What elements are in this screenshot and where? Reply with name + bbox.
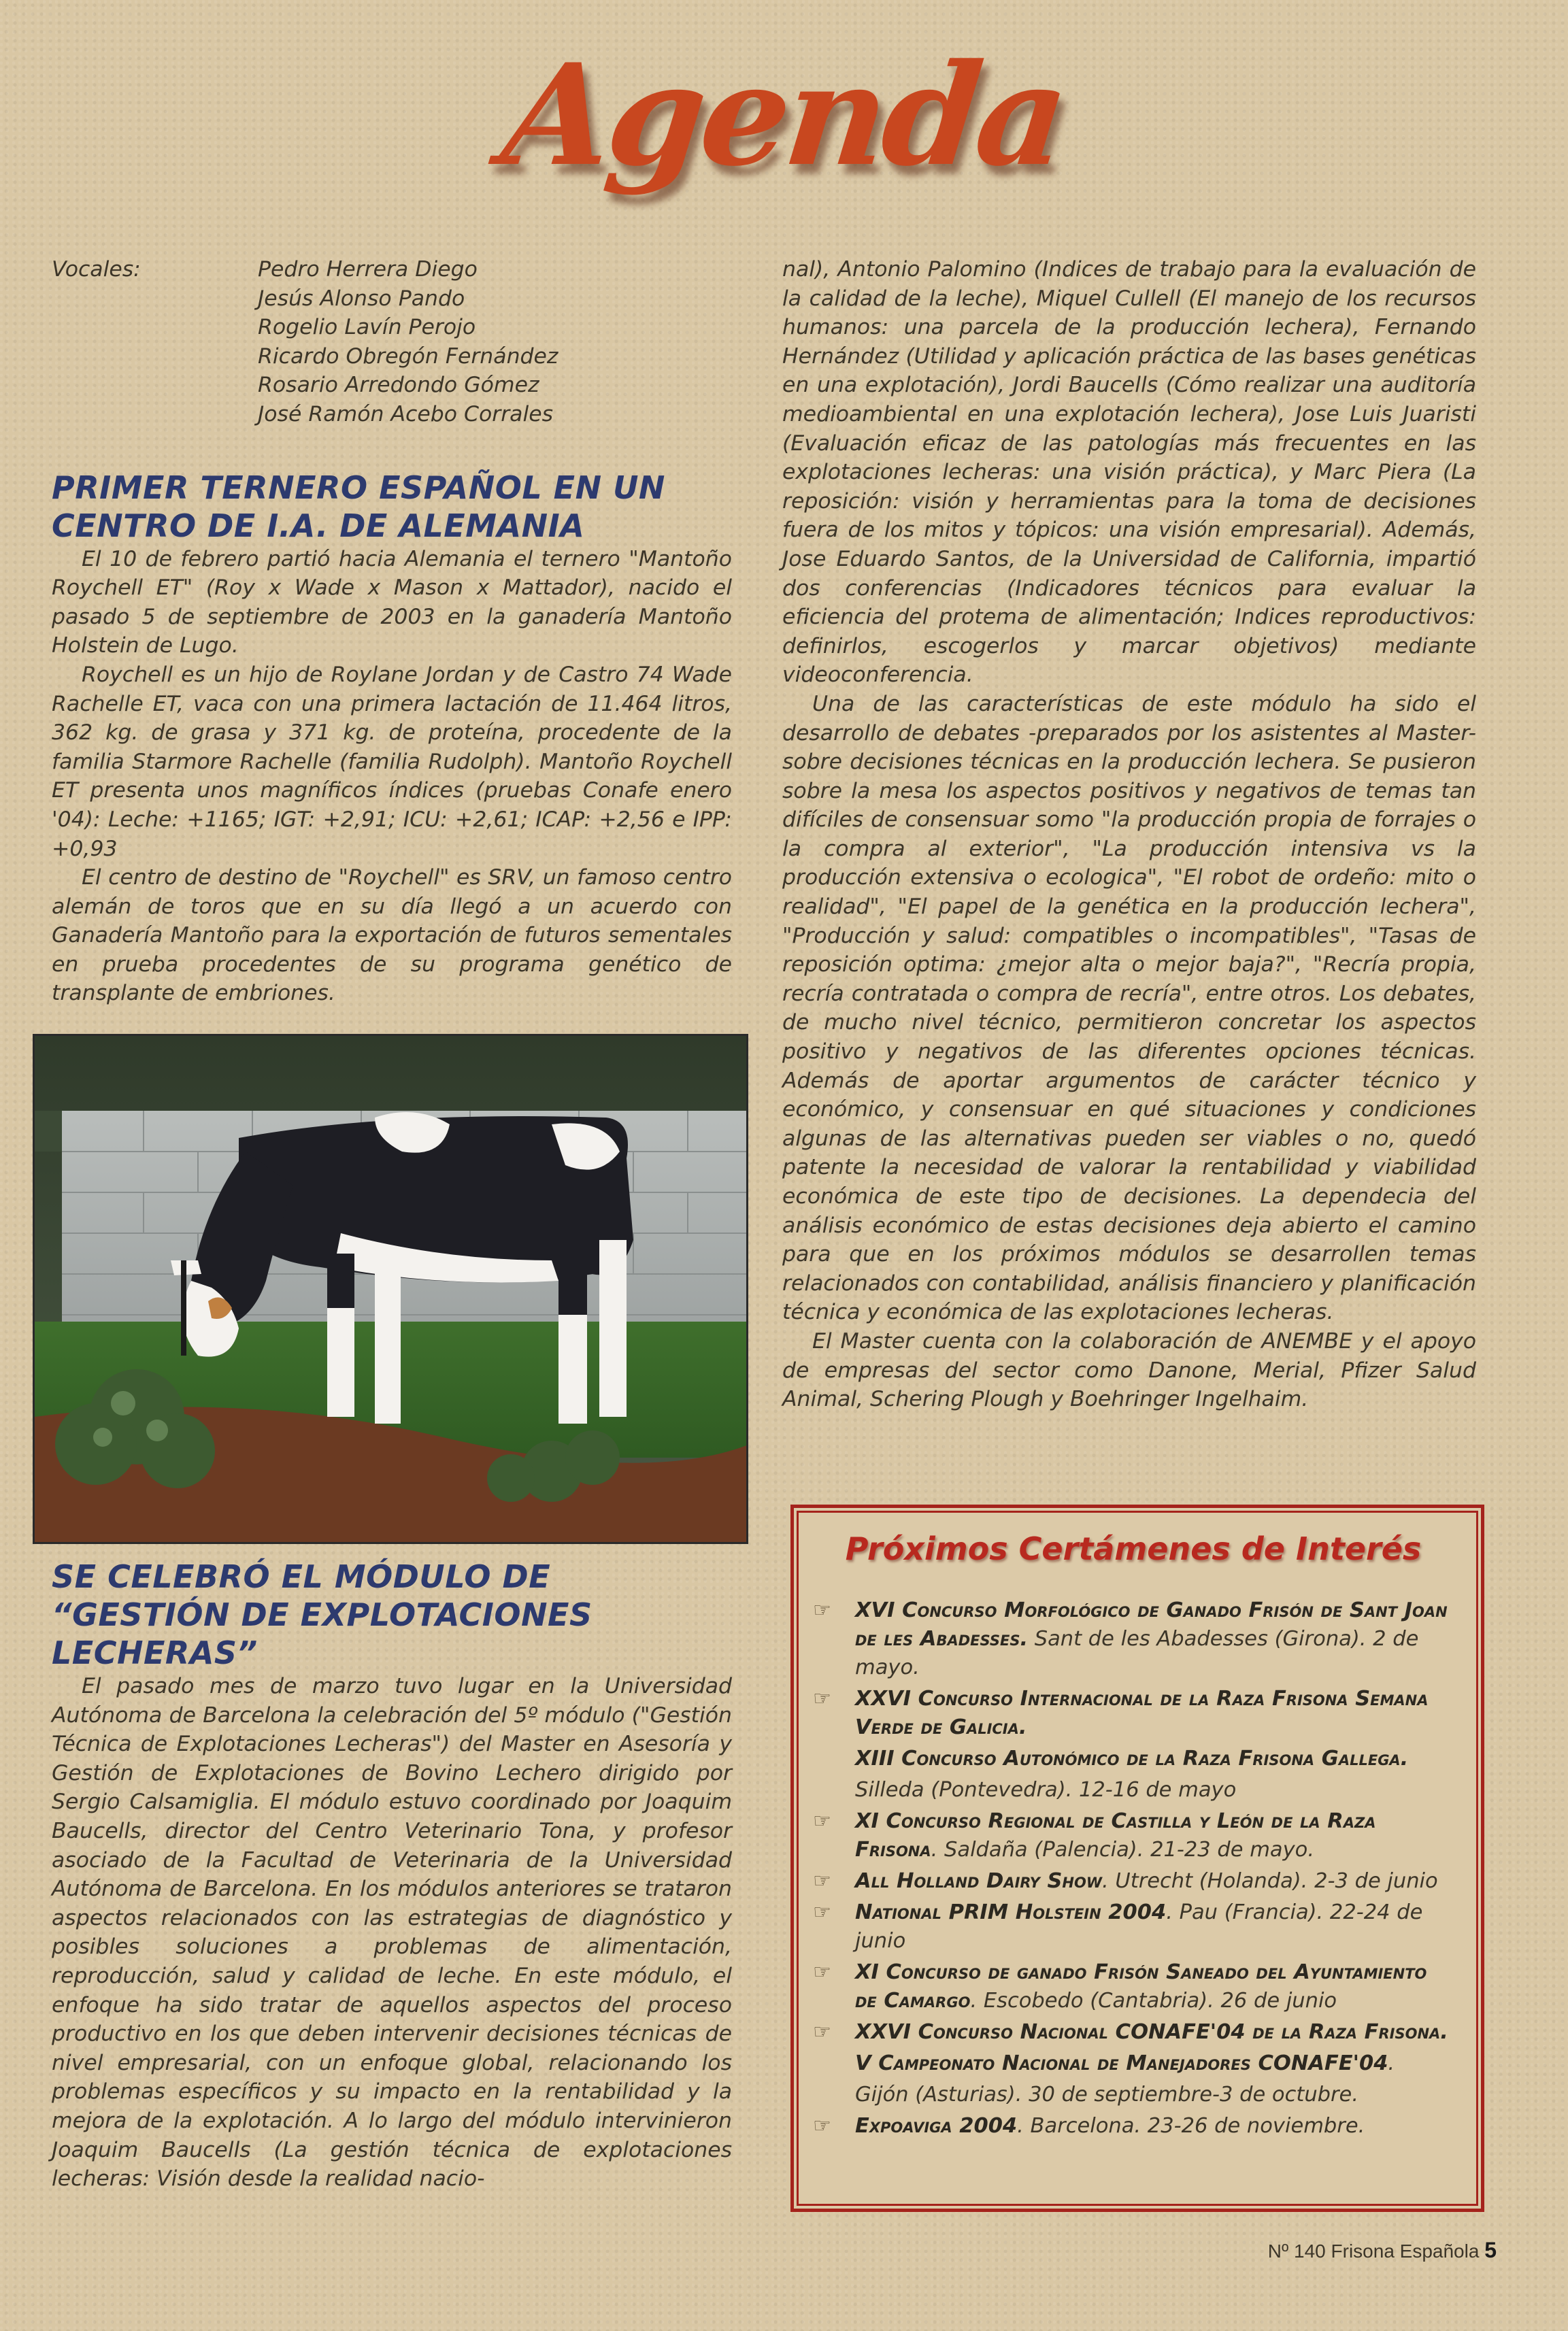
- event-item: [813, 2049, 1454, 2078]
- pointing-hand-icon: ☞: [813, 1960, 831, 1984]
- pointing-hand-icon: ☞: [813, 1809, 831, 1833]
- article1-title-line1: PRIMER TERNERO ESPAÑOL EN UN: [52, 469, 665, 506]
- article2-title-line3: LECHERAS”: [52, 1634, 258, 1671]
- vocales-label: Vocales:: [52, 257, 141, 282]
- cow-photo: [33, 1034, 748, 1544]
- footer-issue: Nº 140 Frisona Española: [1267, 2241, 1480, 2262]
- event-text: [855, 1776, 1236, 1805]
- left-column: [52, 255, 732, 1008]
- article1-paragraph: Roychell es un hijo de Roylane Jordan y de Castro 74 Wade Rachelle ET, vaca con una primera lactación de 11.464 litros, 362 kg. de grasa y 371 kg. de proteína, procedente de la familia Starmore Rachelle (familia Rudolph). Mantoño Roychell ET presenta unos magníficos índices (pruebas Conafe enero '04): Leche: +1165; IGT: +2,91; ICU: +2,61; ICAP: +2,56 e IPP: +0,93: [52, 662, 732, 861]
- event-name: XI Concurso de ganado Frisón Saneado del Ayuntamiento de Camargo: [855, 1960, 1427, 2013]
- vocal-name: Rosario Arredondo Gómez: [258, 373, 539, 398]
- vocal-name: Jesús Alonso Pando: [258, 286, 465, 311]
- event-name: National PRIM Holstein 2004: [855, 1900, 1167, 1924]
- event-name: XXVI Concurso Internacional de la Raza Frisona Semana Verde de Galicia.: [855, 1687, 1429, 1739]
- event-text: [855, 1596, 1454, 1682]
- article2-paragraph-continued: nal), Antonio Palomino (Indices de trabajo para la evaluación de la calidad de la leche), Miquel Cullell (El manejo de los recursos humanos: una parcela de la producción lechera), Fernando Hernández (Utilidad y aplicación práctica de las bases genéticas en una explotación), Jordi Baucells (Cómo realizar una auditoría medioambiental en una explotación lechera), Jose Luis Juaristi (Evaluación eficaz de las patologías más frecuentes en las explotaciones lecheras: una visión práctica), y Marc Piera (La reposición: visión y herramientas para la toma de decisiones fuera de los mitos y tópicos: una visión empresarial). Además, Jose Eduardo Santos, de la Universidad de California, impartió dos conferencias (Indicadores técnicos para evaluar la eficiencia del protema de alimentación; Indices reproductivos: definirlos, escogerlos y marcar objetivos) mediante videoconferencia.: [782, 257, 1476, 688]
- page-footer: [1268, 2238, 1497, 2263]
- article1-title: [52, 469, 732, 545]
- right-column: [782, 255, 1476, 1414]
- pointing-hand-icon: ☞: [813, 1869, 831, 1893]
- vocal-name: José Ramón Acebo Corrales: [258, 401, 554, 426]
- pointing-hand-icon: [813, 1776, 855, 1805]
- pointing-hand-icon: [813, 1745, 855, 1773]
- event-item: [813, 2112, 1454, 2141]
- event-detail: . Saldaña (Palencia). 21-23 de mayo.: [931, 1838, 1315, 1862]
- cow-photo-illustration: [35, 1036, 748, 1544]
- event-detail: . Escobedo (Cantabria). 26 de junio: [970, 1989, 1337, 2013]
- article2-title-line1: SE CELEBRÓ EL MÓDULO DE: [52, 1558, 551, 1595]
- article1-title-line2: CENTRO DE I.A. DE ALEMANIA: [52, 507, 585, 544]
- pointing-hand-icon: ☞: [813, 2114, 831, 2138]
- event-text: [855, 1958, 1454, 2015]
- event-item: [813, 1776, 1454, 1805]
- event-text: [855, 2049, 1395, 2078]
- article1-paragraph: El 10 de febrero partió hacia Alemania el ternero "Mantoño Roychell ET" (Roy x Wade x Mason x Mattador), nacido el pasado 5 de septiembre de 2003 en la ganadería Mantoño Holstein de Lugo.: [52, 546, 732, 658]
- event-name: Expoaviga 2004: [855, 2114, 1018, 2138]
- event-name: XIII Concurso Autonómico de la Raza Frisona Gallega.: [855, 1747, 1409, 1771]
- event-item: [813, 1867, 1454, 1896]
- events-box: [790, 1505, 1484, 2212]
- event-item: [813, 2018, 1454, 2047]
- pointing-hand-icon: ☞: [813, 1900, 831, 1924]
- event-detail: . Pau (Francia). 22-24 de junio: [855, 1900, 1423, 1953]
- pointing-hand-icon: ☞: [813, 1687, 831, 1711]
- pointing-hand-icon: ☞: [813, 2020, 831, 2044]
- event-text: [855, 1898, 1454, 1956]
- masthead: [0, 34, 1568, 204]
- article2-paragraph: El pasado mes de marzo tuvo lugar en la Universidad Autónoma de Barcelona la celebración del 5º módulo ("Gestión Técnica de Explotaciones Lecheras") del Master en Asesoría y Gestión de Explotaciones de Bovino Lechero dirigido por Sergio Calsamiglia. El módulo estuvo coordinado por Joaquim Baucells, director del Centro Veterinario Tona, y profesor asociado de la Facultad de Veterinaria de la Universidad Autónoma de Barcelona. En los módulos anteriores se trataron aspectos relacionados con las estrategias de diagnóstico y posibles soluciones a problemas de alimentación, reproducción, salud y calidad de leche. En este módulo, el enfoque ha sido tratar de aquellos aspectos del proceso productivo en los que deben intervenir decisiones técnicas de nivel empresarial, con un enfoque global, relacionando los problemas específicos y su impacto en la rentabilidad y la mejora de la explotación. A lo largo del módulo intervinieron Joaquim Baucells (La gestión técnica de explotaciones lecheras: Visión desde la realidad nacio-: [52, 1674, 732, 2192]
- event-item: [813, 1685, 1454, 1742]
- event-detail: .: [1388, 2051, 1395, 2075]
- masthead-title: Agenda: [495, 34, 1073, 197]
- event-detail: Gijón (Asturias). 30 de septiembre-3 de octubre.: [855, 2083, 1359, 2107]
- event-name: XVI Concurso Morfológico de Ganado Frisón de Sant Joan de les Abadesses.: [855, 1598, 1448, 1651]
- event-name: All Holland Dairy Show: [855, 1869, 1103, 1893]
- pointing-hand-icon: [813, 2049, 855, 2078]
- event-text: [855, 1867, 1438, 1896]
- event-item: [813, 2081, 1454, 2109]
- event-text: [855, 1807, 1454, 1864]
- pointing-hand-icon: ☞: [813, 1598, 831, 1622]
- event-name: XI Concurso Regional de Castilla y León de la Raza Frisona: [855, 1809, 1376, 1862]
- article1-paragraph: El centro de destino de "Roychell" es SRV, un famoso centro alemán de toros que en su día llegó a un acuerdo con Ganadería Mantoño para la exportación de futuros sementales en prueba procedentes de su programa genético de transplante de embriones.: [52, 865, 732, 1006]
- event-detail: Silleda (Pontevedra). 12-16 de mayo: [855, 1778, 1237, 1802]
- article2-title-line2: “GESTIÓN DE EXPLOTACIONES: [52, 1596, 593, 1633]
- event-detail: . Barcelona. 23-26 de noviembre.: [1017, 2114, 1365, 2138]
- page-number: 5: [1484, 2238, 1497, 2262]
- event-item: [813, 1958, 1454, 2015]
- vocal-name: Pedro Herrera Diego: [258, 257, 478, 282]
- article2-paragraph: El Master cuenta con la colaboración de ANEMBE y el apoyo de empresas del sector como Danone, Merial, Pfizer Salud Animal, Schering Plough y Boehringer Ingelhaim.: [782, 1328, 1476, 1412]
- event-text: [855, 2112, 1365, 2141]
- vocal-name: Rogelio Lavín Perojo: [258, 315, 476, 340]
- event-name: XXVI Concurso Nacional CONAFE'04 de la Raza Frisona.: [855, 2020, 1448, 2044]
- event-item: [813, 1596, 1454, 1682]
- vocales-block: [52, 255, 732, 429]
- event-text: [855, 2081, 1358, 2109]
- pointing-hand-icon: [813, 2081, 855, 2109]
- events-list: [813, 1596, 1454, 2141]
- event-item: [813, 1807, 1454, 1864]
- article2-paragraph: Una de las características de este módulo ha sido el desarrollo de debates -preparados por los asistentes al Master- sobre decisiones técnicas en la producción lechera. Se pusieron sobre la mesa los aspectos positivos y negativos de temas tan difíciles de consensuar somo "la producción propia de forrajes o la compra al exterior", "La producción intensiva vs la producción extensiva o ecologica", "El robot de ordeño: mito o realidad", "El papel de la genética en la producción lechera", "Producción y salud: compatibles o incompatibles", "Tasas de reposición optima: ¿mejor alta o mejor baja?", "Recría propia, recría contratada o compra de recría", entre otros. Los debates, de mucho nivel técnico, permitieron concretar los aspectos positivo y negativos de las diferentes opciones técnicas. Además de aportar argumentos de carácter técnico y económico, y consensuar en qué situaciones y condiciones algunas de las alternativas pueden ser viables o no, quedó patente la necesidad de valorar la rentabilidad y viabilidad económica de este tipo de decisiones. La dependecia del análisis económico de estas decisiones deja abierto el camino para que en los próximos módulos se desarrollen temas relacionados con contabilidad, análisis financiero y planificación técnica y económica de las explotaciones lecheras.: [782, 691, 1476, 1325]
- events-box-title: Próximos Certámenes de Interés: [845, 1530, 1422, 1567]
- event-text: [855, 1745, 1408, 1773]
- event-item: [813, 1745, 1454, 1773]
- event-text: [855, 1685, 1454, 1742]
- article2-title: [52, 1558, 732, 1672]
- event-name: V Campeonato Nacional de Manejadores CONAFE'04: [855, 2051, 1388, 2075]
- event-detail: Sant de les Abadesses (Girona). 2 de mayo.: [855, 1627, 1419, 1679]
- event-item: [813, 1898, 1454, 1956]
- event-text: [855, 2018, 1448, 2047]
- vocal-name: Ricardo Obregón Fernández: [258, 343, 558, 369]
- event-detail: . Utrecht (Holanda). 2-3 de junio: [1102, 1869, 1438, 1893]
- article2-left: [52, 1558, 732, 2194]
